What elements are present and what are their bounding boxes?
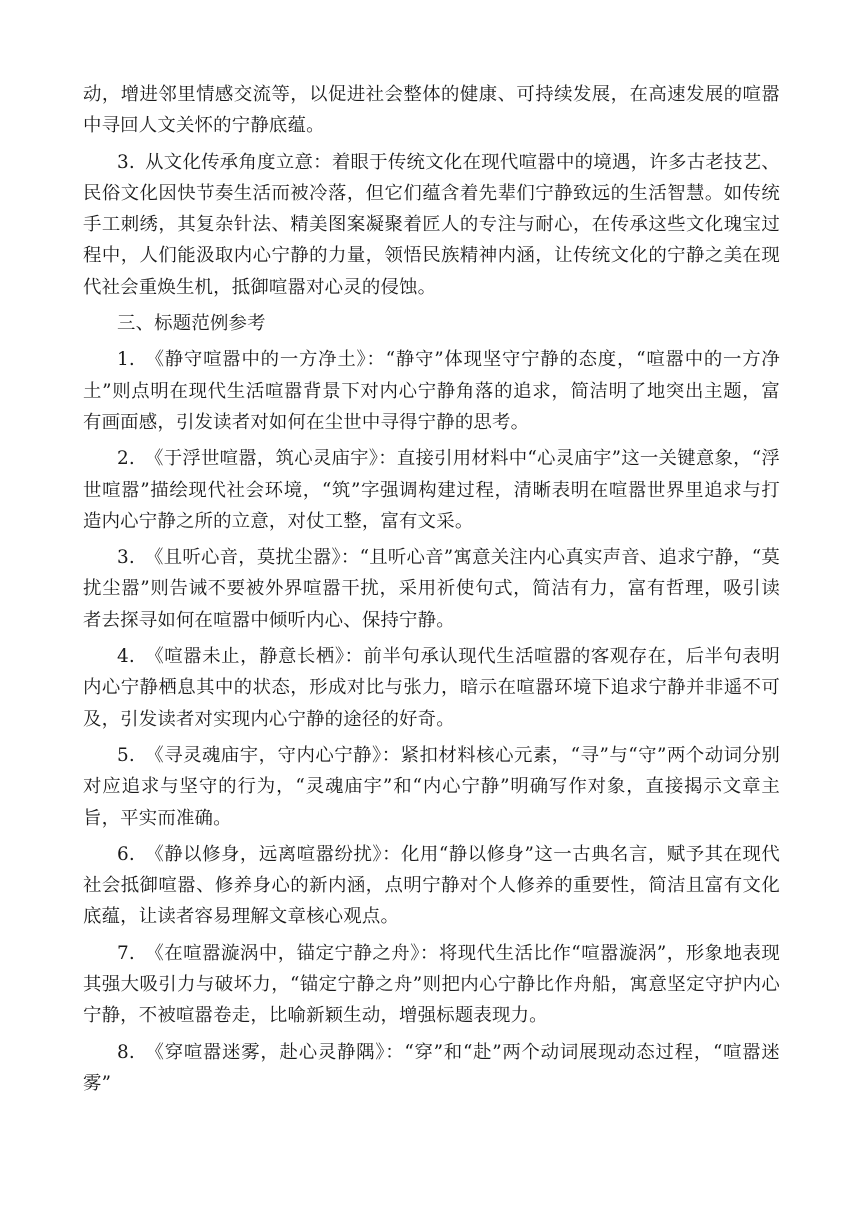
example-text: 《于浮世喧嚣，筑心灵庙宇》：直接引用材料中“心灵庙宇”这一关键意象，“浮世喧嚣”描绘现代社会环境，“筑”字强调构建过程，清晰表明在喧嚣世界里追求与打造内心宁静之所的立意，对仗工整，富有文采。 <box>83 448 780 532</box>
example-text: 《且听心音，莫扰尘嚣》：“且听心音”寓意关注内心真实声音、追求宁静，“莫扰尘嚣”则告诫不要被外界喧嚣干扰，采用祈使句式，简洁有力，富有哲理，吸引读者去探寻如何在喧嚣中倾听内心、保持宁静。 <box>83 547 780 631</box>
example-number: 7. <box>117 942 135 964</box>
example-item <box>83 938 780 1032</box>
example-number: 5. <box>117 744 135 766</box>
continuation-paragraph: 动，增进邻里情感交流等，以促进社会整体的健康、可持续发展，在高速发展的喧嚣中寻回人文关怀的宁静底蕴。 <box>83 84 780 137</box>
example-text: 《在喧嚣漩涡中，锚定宁静之舟》：将现代生活比作“喧嚣漩涡”，形象地表现其强大吸引力与破坏力，“锚定宁静之舟”则把内心宁静比作舟船，寓意坚定守护内心宁静，不被喧嚣卷走，比喻新颖生动，增强标题表现力。 <box>83 942 780 1027</box>
example-number: 3. <box>117 547 135 569</box>
example-text: 《静守喧嚣中的一方净土》：“静守”体现坚守宁静的态度，“喧嚣中的一方净土”则点明在现代生活喧嚣背景下对内心宁静角落的追求，简洁明了地突出主题，富有画面感，引发读者对如何在尘世中寻得宁静的思考。 <box>83 349 780 433</box>
example-number: 1. <box>117 349 135 371</box>
example-item <box>83 344 780 438</box>
example-item <box>83 443 780 537</box>
point-3-text: 从文化传承角度立意：着眼于传统文化在现代喧嚣中的境遇，许多古老技艺、民俗文化因快节奏生活而被冷落，但它们蕴含着先辈们宁静致远的生活智慧。如传统手工刺绣，其复杂针法、精美图案凝聚着匠人的专注与耐心，在传承这些文化瑰宝过程中，人们能汲取内心宁静的力量，领悟民族精神内涵，让传统文化的宁静之美在现代社会重焕生机，抵御喧嚣对心灵的侵蚀。 <box>83 151 780 298</box>
document-page <box>83 79 780 1104</box>
example-number: 2. <box>117 448 135 470</box>
example-item <box>83 542 780 636</box>
point-3-paragraph <box>83 147 780 303</box>
section-3-heading: 三、标题范例参考 <box>117 313 266 335</box>
example-text: 《穿喧嚣迷雾，赴心灵静隅》：“穿”和“赴”两个动词展现动态过程，“喧嚣迷雾” <box>83 1041 780 1094</box>
example-text: 《静以修身，远离喧嚣纷扰》：化用“静以修身”这一古典名言，赋予其在现代社会抵御喧嚣、修养身心的新内涵，点明宁静对个人修养的重要性，简洁且富有文化底蕴，让读者容易理解文章核心观点。 <box>83 843 780 928</box>
example-item <box>83 641 780 735</box>
example-text: 《寻灵魂庙宇，守内心宁静》：紧扣材料核心元素，“寻”与“守”两个动词分别对应追求与坚守的行为，“灵魂庙宇”和“内心宁静”明确写作对象，直接揭示文章主旨，平实而准确。 <box>83 744 780 829</box>
example-number: 4. <box>117 646 135 668</box>
example-text: 《喧嚣未止，静意长栖》：前半句承认现代生活喧嚣的客观存在，后半句表明内心宁静栖息其中的状态，形成对比与张力，暗示在喧嚣环境下追求宁静并非遥不可及，引发读者对实现内心宁静的途径的好奇。 <box>83 646 780 730</box>
example-item <box>83 839 780 933</box>
example-number: 6. <box>117 843 135 865</box>
example-item <box>83 740 780 834</box>
point-3-number: 3. <box>117 151 135 173</box>
example-number: 8. <box>117 1041 135 1063</box>
example-item <box>83 1037 780 1100</box>
